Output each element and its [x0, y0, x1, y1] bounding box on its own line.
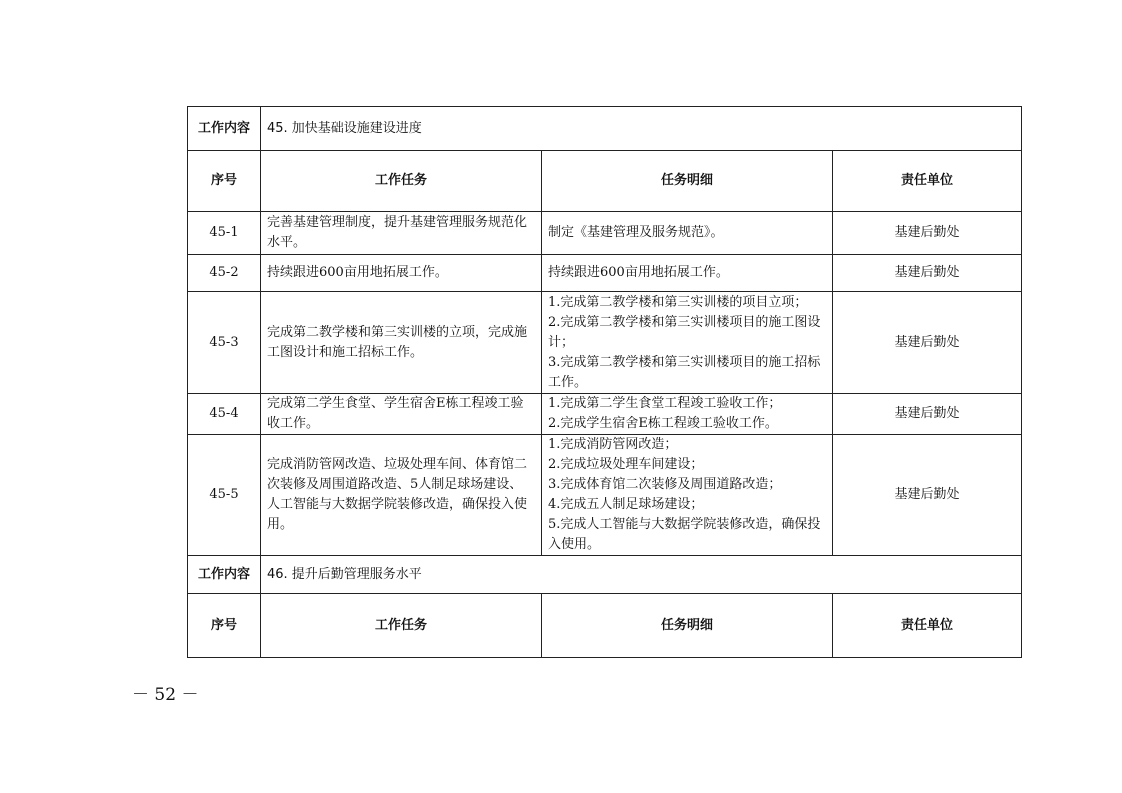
detail-line: 3.完成体育馆二次装修及周围道路改造；	[548, 477, 782, 492]
table-row	[188, 255, 1022, 292]
section-title-row	[188, 556, 1022, 594]
header-task: 工作任务	[261, 594, 542, 658]
table-row	[188, 212, 1022, 255]
section-title-row	[188, 107, 1022, 151]
work-plan-table	[187, 106, 1022, 658]
row-detail	[542, 435, 833, 556]
table-header-row	[188, 151, 1022, 212]
work-content-label: 工作内容	[188, 556, 261, 594]
row-serial: 45-5	[188, 435, 261, 556]
section-title: 46. 提升后勤管理服务水平	[261, 556, 1022, 594]
detail-line: 2.完成第二教学楼和第三实训楼项目的施工图设计；	[548, 314, 821, 350]
table-header-row	[188, 594, 1022, 658]
row-serial: 45-3	[188, 292, 261, 394]
row-serial: 45-2	[188, 255, 261, 292]
section-title: 45. 加快基础设施建设进度	[261, 107, 1022, 151]
row-serial: 45-4	[188, 394, 261, 435]
row-detail	[542, 255, 833, 292]
row-detail	[542, 292, 833, 394]
row-unit: 基建后勤处	[833, 212, 1022, 255]
detail-line: 3.完成第二教学楼和第三实训楼项目的施工招标工作。	[548, 354, 821, 390]
detail-line: 1.完成第二教学楼和第三实训楼的项目立项；	[548, 294, 808, 310]
detail-line: 制定《基建管理及服务规范》。	[548, 225, 724, 240]
header-task: 工作任务	[261, 151, 542, 212]
row-unit: 基建后勤处	[833, 255, 1022, 292]
row-task: 完成第二学生食堂、学生宿舍E栋工程竣工验收工作。	[261, 394, 542, 435]
row-unit: 基建后勤处	[833, 435, 1022, 556]
page-number: － 52 －	[132, 685, 199, 705]
row-task: 完成第二教学楼和第三实训楼的立项，完成施工图设计和施工招标工作。	[261, 292, 542, 394]
header-serial: 序号	[188, 151, 261, 212]
row-task: 完成消防管网改造、垃圾处理车间、体育馆二次装修及周围道路改造、5人制足球场建设、人工智能与大数据学院装修改造，确保投入使用。	[261, 435, 542, 556]
header-detail: 任务明细	[542, 151, 833, 212]
detail-line: 5.完成人工智能与大数据学院装修改造，确保投入使用。	[548, 517, 821, 552]
work-content-label: 工作内容	[188, 107, 261, 151]
row-unit: 基建后勤处	[833, 292, 1022, 394]
row-detail	[542, 394, 833, 435]
detail-line: 2.完成学生宿舍E栋工程竣工验收工作。	[548, 416, 778, 431]
header-unit: 责任单位	[833, 151, 1022, 212]
table-row	[188, 394, 1022, 435]
header-detail: 任务明细	[542, 594, 833, 658]
table-row	[188, 292, 1022, 394]
row-task: 持续跟进600亩用地拓展工作。	[261, 255, 542, 292]
header-unit: 责任单位	[833, 594, 1022, 658]
detail-line: 1.完成消防管网改造；	[548, 437, 678, 452]
detail-line: 1.完成第二学生食堂工程竣工验收工作；	[548, 396, 782, 411]
row-unit: 基建后勤处	[833, 394, 1022, 435]
row-task: 完善基建管理制度，提升基建管理服务规范化水平。	[261, 212, 542, 255]
row-detail	[542, 212, 833, 255]
row-serial: 45-1	[188, 212, 261, 255]
detail-line: 4.完成五人制足球场建设；	[548, 497, 704, 512]
detail-line: 2.完成垃圾处理车间建设；	[548, 457, 704, 472]
header-serial: 序号	[188, 594, 261, 658]
table-row	[188, 435, 1022, 556]
detail-line: 持续跟进600亩用地拓展工作。	[548, 265, 729, 280]
